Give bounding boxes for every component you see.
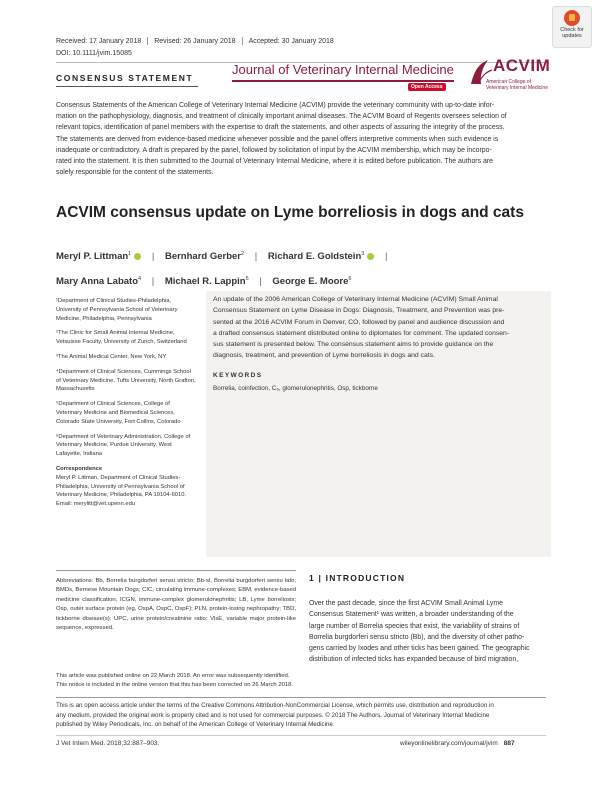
license-line: This is an open access article under the terms of the Creative Commons Attribution-NonCommercial License, which permits use, distribution and reproduction in [56, 702, 494, 709]
orcid-icon[interactable] [134, 253, 141, 260]
accepted-date: Accepted: 30 January 2018 [248, 37, 334, 45]
intro-line: Over the past decade, since the first ACVIM Small Animal Lyme [309, 600, 503, 607]
publication-note: This article was published online on 22 March 2018. An error was subsequently identified. This notice is included in the online version that this has been corrected on 26 March 2018. [56, 673, 294, 689]
author-name[interactable]: Bernhard Gerber [164, 251, 241, 263]
author-name[interactable]: Michael R. Lappin [164, 276, 246, 288]
check-updates-label-2: updates [562, 33, 582, 39]
author-sup: 4 [138, 276, 142, 283]
correspondence-email[interactable]: Email: merylitt@vet.upenn.edu [56, 501, 136, 508]
affiliation: ³The Animal Medical Center, New York, NY [56, 353, 167, 360]
author-list: Meryl P. Littman$^1$ | Bernhard Gerber$^2$ | Richard E. Goldstein$^3$ | Mary Anna Labato$^4$ | Michael R. Lappin$^5$ | George E. Moore$^6$ [56, 251, 388, 288]
open-access-badge: Open Access [408, 83, 446, 91]
license-line: any medium, provided the original work is properly cited and is not used for commercial purposes. © 2018 The Authors. Journal of Veterinary Internal Medicine [56, 711, 490, 719]
journal-title: Journal of Veterinary Internal Medicine [232, 62, 454, 77]
revised-date: Revised: 26 January 2018 [154, 37, 236, 45]
acvim-logo-text: ACVIM [493, 56, 551, 75]
intro-line: gens carried by Ixodes and other ticks has been gained. The geographic [309, 645, 530, 653]
affiliation: ¹Department of Clinical Studies-Philadelphia, University of Pennsylvania School of Veterinary Medicine, Philadelphia, Pennsylvania [56, 298, 178, 322]
consensus-statement-intro [56, 100, 546, 178]
license-line: published by Wiley Periodicals, Inc. on behalf of the American College of Veterinary Internal Medicine. [56, 721, 335, 729]
article-dates [56, 37, 334, 45]
keywords-heading: KEYWORDS [213, 372, 263, 379]
footnote-divider [56, 570, 296, 571]
check-updates-label-1: Check for [560, 27, 584, 33]
section-label: CONSENSUS STATEMENT [56, 73, 194, 83]
crossmark-icon [564, 10, 580, 26]
footer-right [400, 740, 515, 747]
correspondence-heading: Correspondence [56, 465, 103, 472]
author-sup: 1 [128, 251, 132, 257]
author-name[interactable]: Meryl P. Littman [56, 251, 129, 263]
abstract-line: An update of the 2006 American College of Veterinary Internal Medicine (ACVIM) Small Animal [213, 296, 498, 303]
affiliations [56, 297, 196, 509]
introduction-text [309, 598, 549, 666]
keywords-list: Borrelia, coinfection, C₆, glomerulonephritis, Osp, tickborne [213, 385, 378, 392]
abbreviations-footnote: Abbreviations: Bb, Borrelia burgdorferi sensu stricto; Bb-sl, Borrelia burgdorferi sensu lato; BMDs, Bernese Mountain Dogs; CIC, circulating immune-complexes; EBM, evidence-based medicine classification; ICGN, immune-complex glomerulonephritis; LB, Lyme borreliosis; Osp, outer surface protein (eg, OspA, OspC, OspF); PLN, protein-losing nephropathy; TBD, tickborne disease(s); UPC, urine protein/creatinine ratio; VlsE, variable major protein-like sequence, expressed. [56, 578, 296, 632]
page-number: 887 [503, 740, 515, 747]
statement-line: The statements are derived from evidence-based medicine whenever possible and the panel offers interpretive comments when such evidence is [56, 135, 499, 143]
author-name[interactable]: George E. Moore [272, 276, 349, 288]
intro-line: Borrelia burgdorferi sensu stricto (Bb), and the diversity of other patho- [309, 633, 525, 641]
author-name[interactable]: Richard E. Goldstein [267, 251, 362, 263]
introduction-heading: 1 | INTRODUCTION [309, 573, 406, 583]
intro-line: large number of Borrelia species that exist, the variability of strains of [309, 622, 520, 630]
check-for-updates-badge[interactable] [552, 6, 592, 48]
intro-line: distribution of infected ticks has expanded because of bird migration, [309, 656, 519, 664]
statement-line: solely responsible for the content of the statements. [56, 169, 214, 177]
abstract-line: a drafted consensus statement distributed online to diplomates for comment. The updated consen- [213, 329, 510, 337]
abstract-line: diagnosis, treatment, and prevention of Lyme borreliosis in dogs and cats. [213, 352, 435, 360]
author-sup: 6 [348, 276, 352, 283]
affiliation: ²The Clinic for Small Animal Internal Medicine, Vetsuisse Faculty, University of Zurich, Switzerland [56, 330, 187, 346]
statement-line: inadequate or contradictory. A draft is prepared by the panel, followed by solicitation of input by the ACVIM membership, which may be incorpo- [56, 146, 492, 154]
doi[interactable]: DOI: 10.1111/jvim.15085 [56, 50, 132, 57]
author-sup: 2 [241, 251, 245, 257]
statement-line: Consensus Statements of the American College of Veterinary Internal Medicine (ACVIM) provide the veterinary community with up-to-date infor- [56, 102, 495, 109]
journal-url[interactable]: wileyonlinelibrary.com/journal/jvim [400, 740, 498, 747]
acvim-sub-line-1: American College of [486, 79, 532, 85]
intro-line: Consensus Statement¹ was written, a broader understanding of the [309, 611, 514, 619]
license-text [56, 701, 546, 730]
journal-underline [232, 80, 454, 82]
license-divider [56, 697, 546, 698]
abstract-line: sus statement is presented below. The consensus statement aims to provide guidance on the [213, 341, 494, 349]
author-sup: 3 [361, 251, 365, 257]
acvim-logo-subtitle [486, 79, 548, 91]
statement-line: relevant topics, identification of panel members with the expertise to draft the statements, and other aspects of assuring the integrity of the process. [56, 124, 505, 132]
abstract-text [213, 294, 547, 362]
abstract-line: sented at the 2016 ACVIM Forum in Denver, CO, followed by panel and audience discussion and [213, 318, 505, 326]
correspondence-body: Meryl P. Littman, Department of Clinical Studies-Philadelphia, University of Pennsylvania School of Veterinary Medicine, Philadelphia, PA 19104-6010. [56, 474, 187, 499]
acvim-sub-line-2: Veterinary Internal Medicine [486, 85, 548, 91]
article-title: ACVIM consensus update on Lyme borreliosis in dogs and cats [56, 204, 524, 221]
statement-line: mation on the pathophysiology, diagnosis, and treatment of clinically important animal diseases. The ACVIM Board of Regents oversees selection of [56, 113, 507, 121]
author-name[interactable]: Mary Anna Labato [56, 276, 138, 288]
orcid-icon[interactable] [367, 253, 374, 260]
statement-line: rated into the statement. It is then submitted to the Journal of Veterinary Internal Medicine, where it is edited before publication. The authors are [56, 158, 493, 166]
received-date: Received: 17 January 2018 [56, 37, 142, 45]
author-sup: 5 [245, 276, 249, 283]
affiliation: ⁴Department of Clinical Sciences, Cummings School of Veterinary Medicine, Tufts University, North Grafton, Massachusetts [56, 368, 196, 393]
affiliation: ⁶Department of Veterinary Administration, College of Veterinary Medicine, Purdue University, West Lafayette, Indiana [56, 433, 191, 458]
section-underline [56, 86, 198, 87]
journal-citation: J Vet Intern Med. 2018;32:887–903. [56, 740, 160, 747]
footer-divider [56, 735, 546, 736]
affiliation: ⁵Department of Clinical Sciences, College of Veterinary Medicine and Biomedical Sciences, Colorado State University, Fort Collins, Colorado [56, 401, 181, 425]
abstract-line: Consensus Statement on Lyme Disease in Dogs: Diagnosis, Treatment, and Prevention was pre- [213, 307, 505, 315]
